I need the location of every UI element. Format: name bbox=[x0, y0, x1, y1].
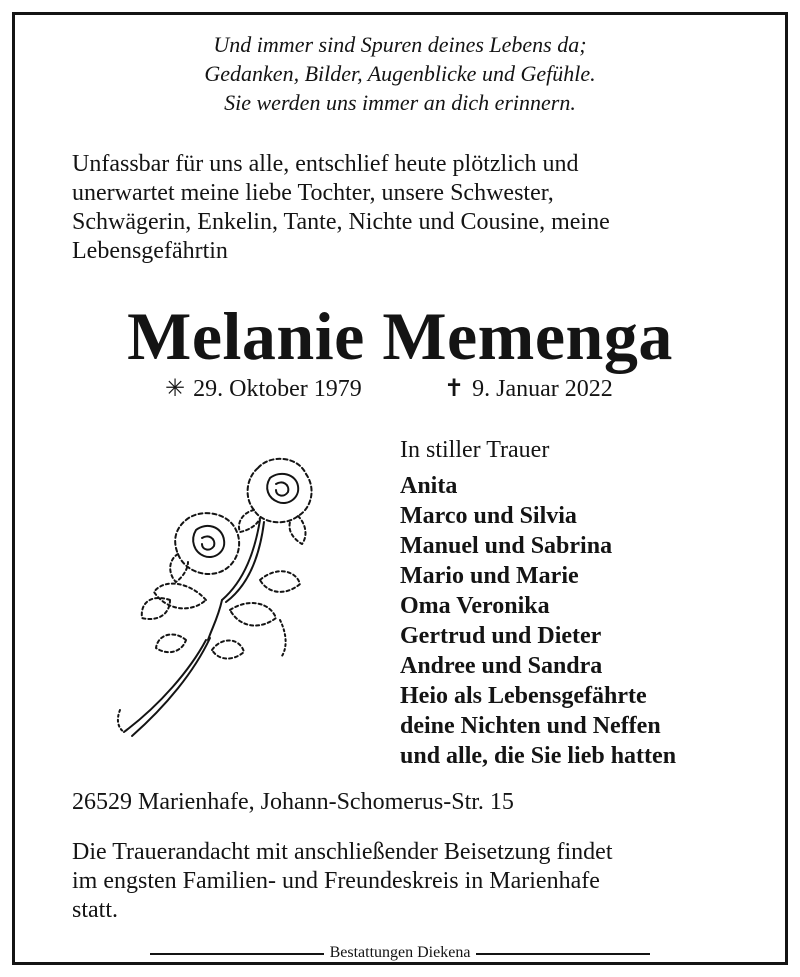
service-line: Die Trauerandacht mit anschließender Beisetzung findet bbox=[72, 839, 613, 865]
undertaker-credit bbox=[0, 942, 800, 964]
mourner-entry: Gertrud und Dieter bbox=[400, 623, 602, 649]
mourner-entry: deine Nichten und Neffen bbox=[400, 713, 661, 739]
rose-icon bbox=[110, 450, 330, 750]
mourner-entry: Manuel und Sabrina bbox=[400, 533, 613, 559]
mourner-entry: Oma Veronika bbox=[400, 593, 550, 619]
mourner-entry: Mario und Marie bbox=[400, 563, 579, 589]
poem-line: Gedanken, Bilder, Augenblicke und Gefühle. bbox=[204, 61, 596, 86]
deceased-name: Melanie Memenga bbox=[127, 298, 673, 374]
mourner-entry: Anita bbox=[400, 473, 458, 499]
birth-date: 29. Oktober 1979 bbox=[193, 376, 362, 402]
intro-line: Unfassbar für uns alle, entschlief heute plötzlich und bbox=[72, 151, 579, 177]
service-line: statt. bbox=[72, 897, 118, 923]
mourners-list bbox=[400, 471, 676, 771]
service-notice bbox=[72, 838, 613, 925]
service-line: im engsten Familien- und Freundeskreis in Marienhafe bbox=[72, 868, 600, 894]
death-date: 9. Januar 2022 bbox=[472, 376, 613, 402]
poem-line: Sie werden uns immer an dich erinnern. bbox=[224, 90, 576, 115]
intro-text bbox=[72, 150, 742, 266]
mourner-entry: und alle, die Sie lieb hatten bbox=[400, 743, 677, 769]
death-date-line bbox=[444, 373, 613, 405]
poem-line: Und immer sind Spuren deines Lebens da; bbox=[213, 32, 587, 57]
undertaker-name: Bestattungen Diekena bbox=[324, 944, 477, 961]
poem bbox=[0, 30, 800, 117]
intro-line: unerwartet meine liebe Tochter, unsere Schwester, bbox=[72, 180, 554, 206]
birth-date-line bbox=[165, 373, 362, 405]
family-address: 26529 Marienhafe, Johann-Schomerus-Str. 15 bbox=[72, 789, 514, 815]
cross-icon: ✝ bbox=[444, 376, 465, 402]
intro-line: Schwägerin, Enkelin, Tante, Nichte und Cousine, meine bbox=[72, 209, 610, 235]
mourner-entry: Marco und Silvia bbox=[400, 503, 577, 529]
mourner-entry: Heio als Lebensgefährte bbox=[400, 683, 647, 709]
intro-line: Lebensgefährtin bbox=[72, 238, 228, 264]
mourner-entry: Andree und Sandra bbox=[400, 653, 603, 679]
mourning-heading: In stiller Trauer bbox=[400, 437, 550, 463]
star-icon: ✳ bbox=[165, 376, 186, 402]
